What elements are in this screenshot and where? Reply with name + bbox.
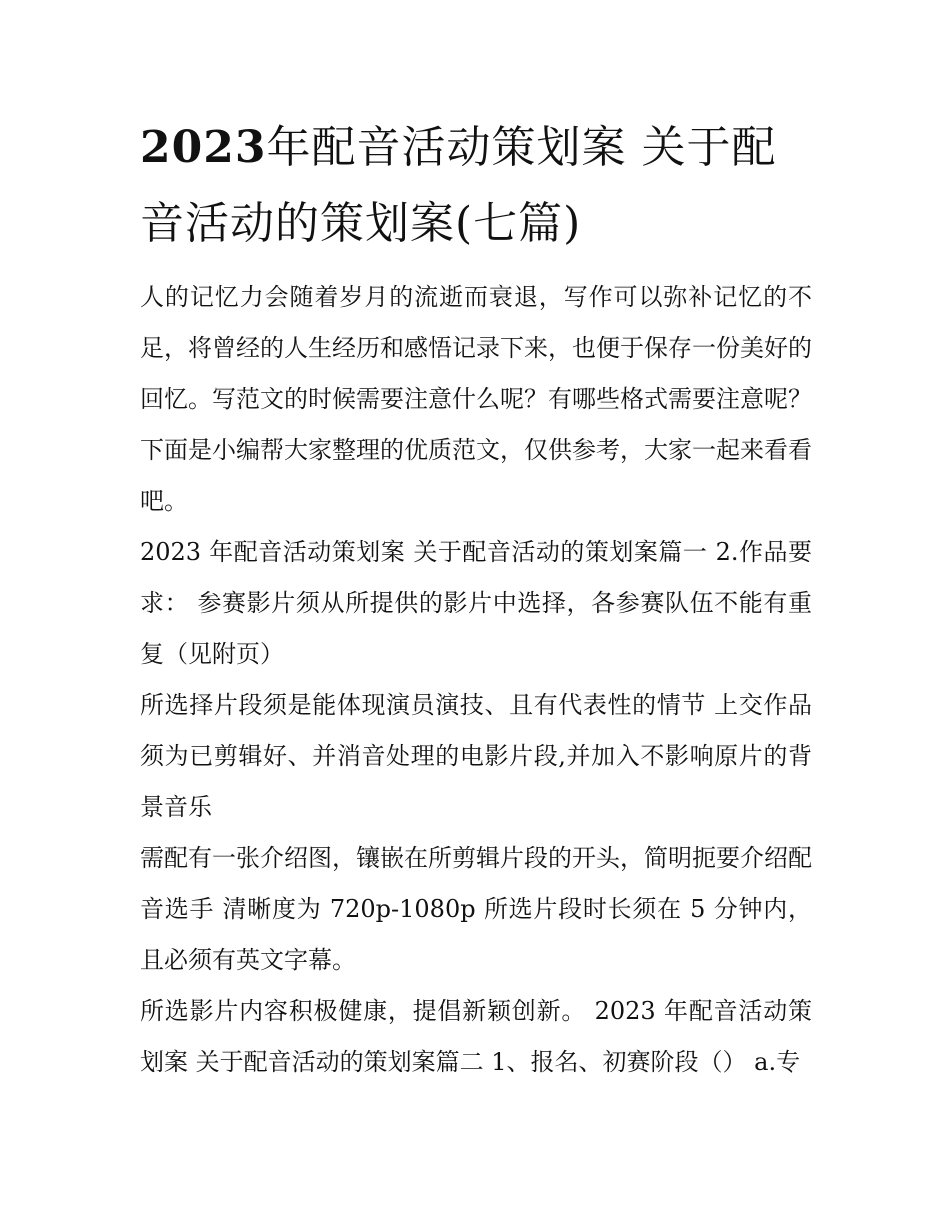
- title-text: 年配音活动策划案 关于配音活动的策划案(七篇): [140, 122, 777, 249]
- title-year: 2023: [140, 122, 267, 173]
- paragraph-intro-image: 需配有一张介绍图，镶嵌在所剪辑片段的开头，简明扼要介绍配音选手 清晰度为 720p-1080p 所选片段时长须在 5 分钟内，且必须有英文字幕。: [140, 844, 812, 974]
- paragraph-requirements: 2023 年配音活动策划案 关于配音活动的策划案篇一 2.作品要求： 参赛影片须从所提供的影片中选择，各参赛队伍不能有重复（见附页）: [140, 538, 812, 668]
- document-title: [140, 110, 812, 262]
- paragraph-content: 所选影片内容积极健康，提倡新颖创新。 2023 年配音活动策划案 关于配音活动的策划案篇二 1、报名、初赛阶段（） a.专: [140, 997, 812, 1076]
- document-body: [140, 272, 812, 1088]
- document-page: [140, 110, 812, 1088]
- paragraph-intro: 人的记忆力会随着岁月的流逝而衰退，写作可以弥补记忆的不足，将曾经的人生经历和感悟记录下来，也便于保存一份美好的回忆。写范文的时候需要注意什么呢？有哪些格式需要注意呢？下面是小编帮大家整理的优质范文，仅供参考，大家一起来看看吧。: [140, 283, 812, 515]
- paragraph-clip-selection: 所选择片段须是能体现演员演技、且有代表性的情节 上交作品须为已剪辑好、并消音处理的电影片段,并加入不影响原片的背景音乐: [140, 691, 812, 821]
